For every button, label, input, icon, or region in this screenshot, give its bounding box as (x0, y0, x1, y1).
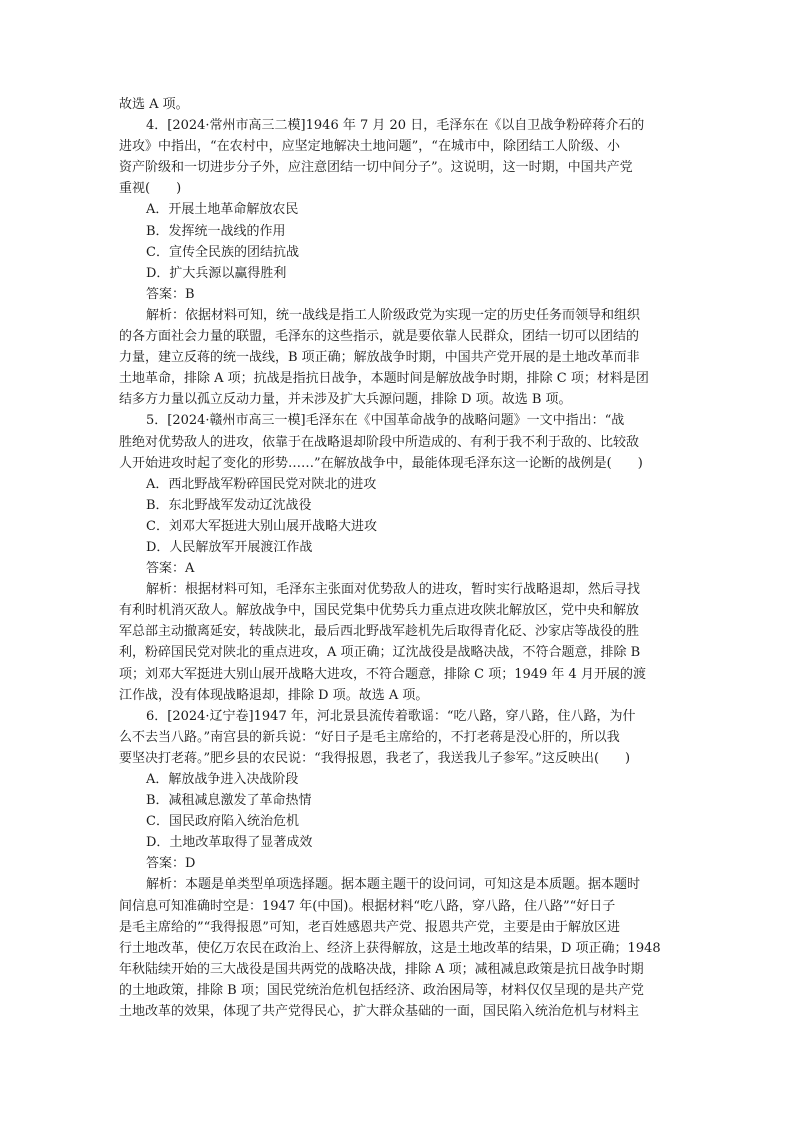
text-line: 么不去当八路。”南宫县的新兵说：“好日子是毛主席给的，不打老蒋是没心肝的，所以我 (119, 729, 620, 745)
text-line: A．解放战争进入决战阶段 (146, 772, 299, 787)
text-line: 有利时机消灭敌人。解放战争中，国民党集中优势兵力重点进攻陕北解放区，党中央和解放 (119, 603, 640, 619)
text-line: D．扩大兵源以赢得胜利 (146, 265, 287, 281)
text-line: C．国民政府陷入统治危机 (146, 814, 299, 830)
text-line: D．土地改革取得了显著成效 (146, 835, 313, 851)
text-line: 的各方面社会力量的联盟，毛泽东的这些指示，就是要依靠人民群众，团结一切可以团结的 (119, 329, 640, 345)
text-line: 行土地改革，使亿万农民在政治上、经济上获得解放，这是土地改革的结果，D 项正确；1948 (119, 940, 661, 956)
text-line: 间信息可知准确时空是：1947 年(中国)。根据材料“吃八路，穿八路，住八路”“好日子 (119, 898, 616, 914)
text-line: A．西北野战军粉碎国民党对陕北的进攻 (146, 476, 377, 492)
text-line: 答案：B (146, 286, 195, 302)
text-line: 故选 A 项。 (119, 97, 189, 112)
text-line: D．人民解放军开展渡江作战 (146, 539, 313, 555)
text-line: 力量，建立反蒋的统一战线，B 项正确；解放战争时期，中国共产党开展的是土地改革而非 (119, 350, 640, 366)
text-line: 江作战，没有体现战略退却，排除 D 项。故选 A 项。 (119, 687, 429, 703)
text-line: B．减租减息激发了革命热情 (146, 793, 312, 809)
text-line: 胜绝对优势敌人的进攻，依靠于在战略退却阶段中所造成的、有利于我不利于敌的、比较敌 (119, 434, 640, 450)
text-line: 的土地政策，排除 B 项；国民党统治危机包括经济、政治困局等，材料仅仅呈现的是共产党 (119, 982, 644, 998)
text-line: B．发挥统一战线的作用 (146, 223, 286, 239)
text-line: 土地改革的效果，体现了共产党得民心，扩大群众基础的一面，国民陷入统治危机与材料主 (119, 1004, 640, 1020)
text-line: C．宣传全民族的团结抗战 (146, 244, 299, 260)
text-line: 利，粉碎国民党对陕北的重点进攻，A 项正确；辽沈战役是战略决战，不符合题意，排除 B (119, 645, 641, 661)
text-line: 人开始进攻时起了变化的形势……”在解放战争中，最能体现毛泽东这一论断的战例是( ) (119, 455, 643, 471)
text-line: 军总部主动撤离延安，转战陕北，最后西北野战军趁机先后取得青化砭、沙家店等战役的胜 (119, 624, 640, 640)
text-line: 进攻》中指出，“在农村中，应坚定地解决土地问题”，“在城市中，除团结工人阶级、小 (119, 139, 620, 155)
text-line: 答案：D (146, 856, 196, 872)
text-line: 结多方力量以孤立反动力量，并未涉及扩大兵源问题，排除 D 项。故选 B 项。 (119, 392, 572, 408)
text-line: 年秋陆续开始的三大战役是国共两党的战略决战，排除 A 项；减租减息政策是抗日战争时期 (119, 961, 644, 977)
text-line: 解析：本题是单类型单项选择题。据本题主题干的设问词，可知这是本质题。据本题时 (146, 877, 641, 893)
text-line: 资产阶级和一切进步分子外，应注意团结一切中间分子”。这说明，这一时期，中国共产党 (119, 160, 633, 176)
text-line: 5．[2024·赣州市高三一模]毛泽东在《中国革命战争的战略问题》一文中指出：“战 (146, 413, 625, 429)
text-line: 要坚决打老蒋。”肥乡县的农民说：“我得报恩，我老了，我送我儿子参军。”这反映出( ) (119, 750, 631, 766)
text-line: A．开展土地革命解放农民 (146, 202, 299, 218)
text-line: C．刘邓大军挺进大别山展开战略大进攻 (146, 518, 377, 534)
text-line: 土地革命，排除 A 项；抗战是指抗日战争，本题时间是解放战争时期，排除 C 项；材料是团 (119, 371, 649, 387)
text-line: 是毛主席给的”“我得报恩”可知，老百姓感恩共产党、报恩共产党，主要是由于解放区进 (119, 919, 620, 935)
text-line: 解析：依据材料可知，统一战线是指工人阶级政党为实现一定的历史任务而领导和组织 (146, 307, 641, 323)
text-line: 答案：A (146, 561, 195, 577)
text-line: 重视( ) (119, 181, 182, 197)
text-line: 解析：根据材料可知，毛泽东主张面对优势敌人的进攻，暂时实行战略退却，然后寻找 (146, 582, 641, 598)
text-line: 4．[2024·常州市高三二模]1946 年 7 月 20 日，毛泽东在《以自卫战争粉碎蒋介石的 (146, 118, 645, 134)
text-line: B．东北野战军发动辽沈战役 (146, 497, 312, 513)
text-line: 项；刘邓大军挺进大别山展开战略大进攻，不符合题意，排除 C 项；1949 年 4 月开展的渡 (119, 666, 646, 682)
text-line: 6．[2024·辽宁卷]1947 年，河北景县流传着歌谣：“吃八路，穿八路，住八路，为什 (146, 708, 636, 724)
